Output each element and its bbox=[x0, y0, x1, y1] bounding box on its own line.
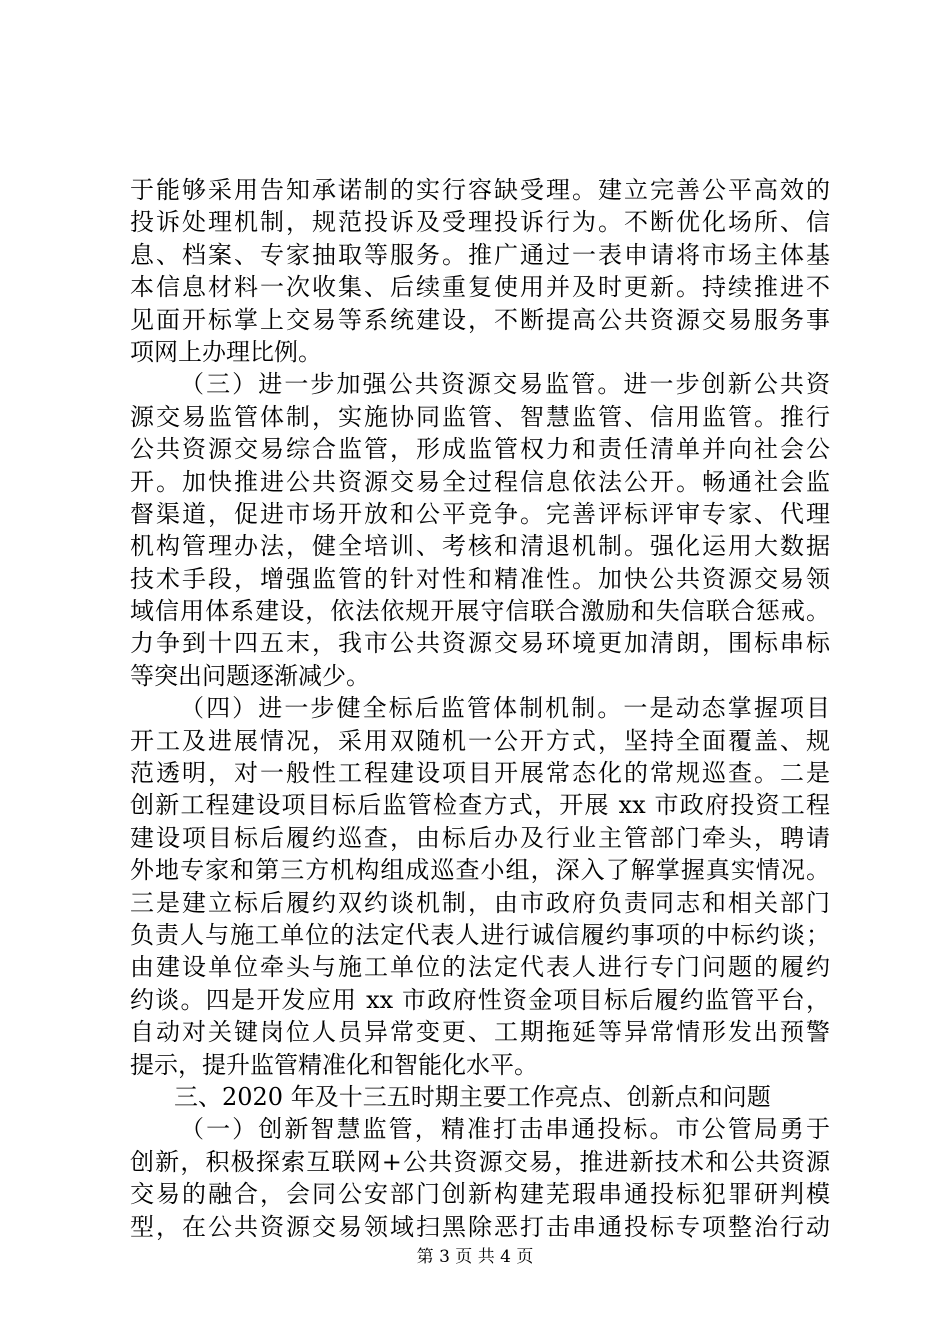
text-line: 本信息材料一次收集、后续重复使用并及时更新。持续推进不 bbox=[130, 273, 830, 302]
text-line: 提示，提升监管精准化和智能化水平。 bbox=[130, 1050, 538, 1079]
text-line: 自动对关键岗位人员异常变更、工期拖延等异常情形发出预警 bbox=[130, 1018, 830, 1047]
text-line: 由建设单位牵头与施工单位的法定代表人进行专门问题的履约 bbox=[130, 953, 830, 982]
page-number-footer: 第 3 页 共 4 页 bbox=[416, 1247, 534, 1267]
text-line: 交易的融合，会同公安部门创新构建芜瑕串通投标犯罪研判模 bbox=[130, 1180, 830, 1209]
chapter-heading-line: 三、2020 年及十三五时期主要工作亮点、创新点和问题 bbox=[174, 1082, 771, 1111]
section-heading-line: （四）进一步健全标后监管体制机制。一是动态掌握项目 bbox=[180, 694, 830, 723]
text-line: 息、档案、专家抽取等服务。推广通过一表申请将市场主体基 bbox=[130, 240, 830, 269]
text-line: 创新，积极探索互联网+公共资源交易，推进新技术和公共资源 bbox=[130, 1147, 830, 1176]
document-body bbox=[130, 174, 830, 1243]
text-line: 三是建立标后履约双约谈机制，由市政府负责同志和相关部门 bbox=[130, 888, 830, 917]
text-line: 督渠道，促进市场开放和公平竞争。完善评标评审专家、代理 bbox=[130, 499, 830, 528]
text-line: 机构管理办法，健全培训、考核和清退机制。强化运用大数据 bbox=[130, 532, 830, 561]
text-line: 型，在公共资源交易领域扫黑除恶打击串通投标专项整治行动 bbox=[130, 1212, 830, 1241]
text-line: 见面开标掌上交易等系统建设，不断提高公共资源交易服务事 bbox=[130, 305, 830, 334]
text-line: 等突出问题逐渐减少。 bbox=[130, 661, 370, 690]
text-line: 开。加快推进公共资源交易全过程信息依法公开。畅通社会监 bbox=[130, 467, 830, 496]
text-line: 域信用体系建设，依法依规开展守信联合激励和失信联合惩戒。 bbox=[130, 597, 830, 626]
text-line: 负责人与施工单位的法定代表人进行诚信履约事项的中标约谈； bbox=[130, 920, 830, 949]
text-line: 于能够采用告知承诺制的实行容缺受理。建立完善公平高效的 bbox=[130, 176, 830, 204]
section-heading-line: （三）进一步加强公共资源交易监管。进一步创新公共资 bbox=[180, 370, 830, 399]
text-line: 范透明，对一般性工程建设项目开展常态化的常规巡查。二是 bbox=[130, 759, 830, 788]
text-line: 建设项目标后履约巡查，由标后办及行业主管部门牵头，聘请 bbox=[130, 823, 830, 852]
text-line: 外地专家和第三方机构组成巡查小组，深入了解掌握真实情况。 bbox=[130, 856, 830, 885]
text-line: 技术手段，增强监管的针对性和精准性。加快公共资源交易领 bbox=[130, 564, 830, 593]
text-line: 开工及进展情况，采用双随机一公开方式，坚持全面覆盖、规 bbox=[130, 726, 830, 755]
text-line: 项网上办理比例。 bbox=[130, 337, 322, 366]
text-line: 源交易监管体制，实施协同监管、智慧监管、信用监管。推行 bbox=[130, 402, 830, 431]
text-line: 投诉处理机制，规范投诉及受理投诉行为。不断优化场所、信 bbox=[130, 208, 830, 237]
text-line: 创新工程建设项目标后监管检查方式，开展 xx 市政府投资工程 bbox=[130, 791, 830, 820]
text-line: 公共资源交易综合监管，形成监管权力和责任清单并向社会公 bbox=[130, 435, 830, 464]
section-heading-line: （一）创新智慧监管，精准打击串通投标。市公管局勇于 bbox=[180, 1115, 830, 1144]
text-line: 约谈。四是开发应用 xx 市政府性资金项目标后履约监管平台， bbox=[130, 985, 830, 1014]
text-line: 力争到十四五末，我市公共资源交易环境更加清朗，围标串标 bbox=[130, 629, 830, 658]
